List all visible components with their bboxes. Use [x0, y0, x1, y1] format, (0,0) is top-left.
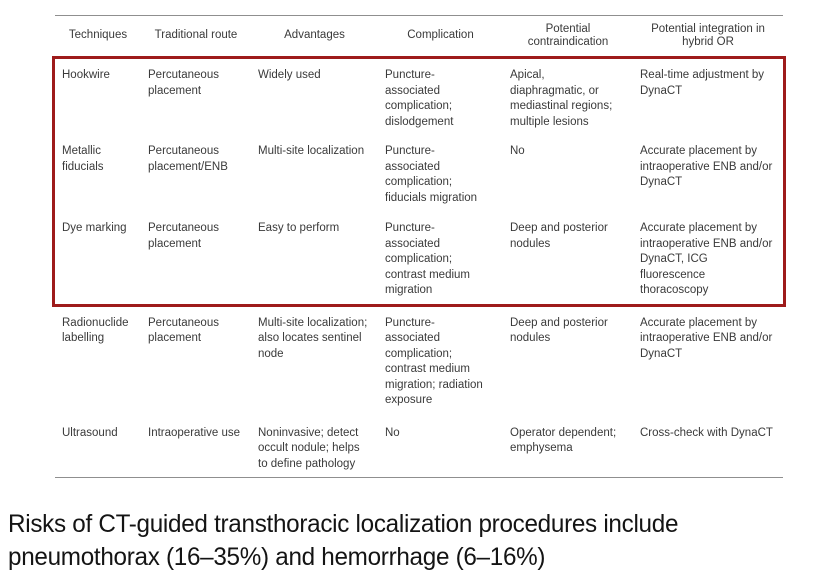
- table-cell: Percutaneous placement: [148, 316, 219, 344]
- table-cell: Puncture-associated complication; contrast medium migration; radiation exposure: [385, 316, 483, 406]
- table-cell: Radionuclide labelling: [62, 316, 129, 344]
- table-cell: Deep and posterior nodules: [510, 222, 608, 250]
- column-header: Techniques: [68, 29, 128, 42]
- table-header-row: [55, 16, 783, 57]
- table-row: [55, 307, 783, 417]
- column-header: Traditional route: [154, 29, 238, 42]
- table-cell: Real-time adjustment by DynaCT: [640, 69, 764, 97]
- table-cell: Widely used: [258, 69, 321, 81]
- table-cell: Ultrasound: [62, 426, 118, 439]
- localization-techniques-table: [55, 15, 783, 478]
- table-cell: Percutaneous placement: [148, 69, 219, 97]
- table-cell: Percutaneous placement/ENB: [148, 145, 228, 173]
- table-cell: Accurate placement by intraoperative ENB and/or DynaCT, ICG fluorescence thoracoscopy: [640, 222, 773, 296]
- table-cell: Percutaneous placement: [148, 222, 219, 250]
- table-cell: No: [385, 426, 400, 439]
- table-cell: Noninvasive; detect occult nodule; helps to define pathology: [258, 426, 360, 470]
- table-cell: Dye marking: [62, 222, 127, 234]
- column-header: Advantages: [284, 29, 345, 42]
- table-cell: Easy to perform: [258, 222, 340, 234]
- caption-line-2: pneumothorax (16–35%) and hemorrhage (6–16%): [8, 543, 546, 571]
- table-cell: Puncture-associated complication; fiducials migration: [385, 145, 478, 204]
- table-cell: Accurate placement by intraoperative ENB and/or DynaCT: [640, 145, 773, 188]
- table-row: [55, 417, 783, 478]
- table-cell: No: [510, 145, 525, 157]
- table-cell: Puncture-associated complication; dislodgement: [385, 69, 454, 128]
- column-header: Potential integration in hybrid OR: [651, 22, 765, 48]
- table-cell: Cross-check with DynaCT: [640, 426, 773, 439]
- table-cell: Apical, diaphragmatic, or mediastinal regions; multiple lesions: [510, 69, 613, 128]
- table-row: [55, 59, 783, 135]
- table-cell: Operator dependent; emphysema: [510, 426, 617, 454]
- caption-line-1: Risks of CT-guided transthoracic localization procedures include: [8, 510, 679, 538]
- column-header: Potential contraindication: [527, 22, 609, 48]
- table-cell: Hookwire: [62, 69, 110, 81]
- table-cell: Deep and posterior nodules: [510, 316, 608, 344]
- table-cell: Accurate placement by intraoperative ENB and/or DynaCT: [640, 316, 773, 360]
- table-lower-rows: [55, 307, 783, 479]
- table-cell: Metallic fiducials: [62, 145, 104, 173]
- table-row: [55, 212, 783, 304]
- table-cell: Puncture-associated complication; contrast medium migration: [385, 222, 471, 296]
- column-header: Complication: [407, 29, 474, 42]
- highlight-annotation-box: [52, 56, 786, 307]
- table-cell: Multi-site localization: [258, 145, 365, 157]
- table-cell: Intraoperative use: [148, 426, 241, 439]
- table-row: [55, 135, 783, 212]
- caption: [8, 508, 678, 574]
- table-cell: Multi-site localization; also locates sentinel node: [258, 316, 368, 360]
